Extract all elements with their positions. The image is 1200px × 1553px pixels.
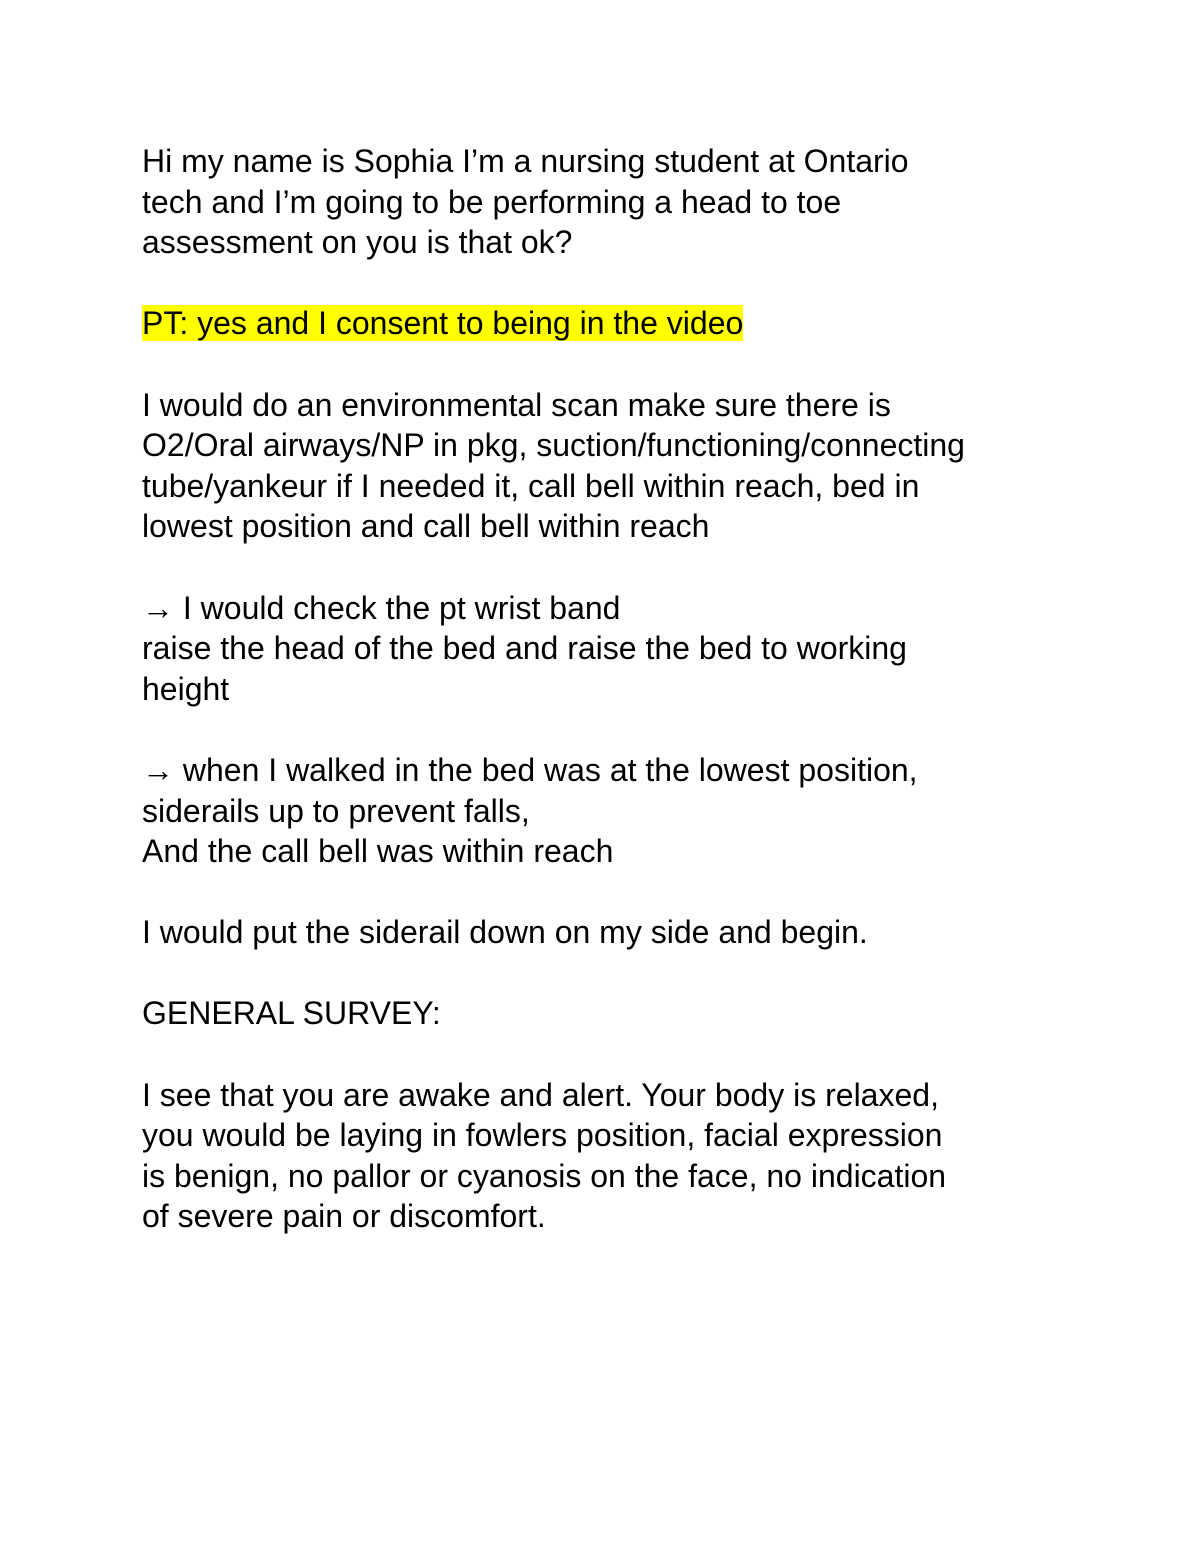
patient-response-highlight: PT: yes and I consent to being in the video bbox=[142, 305, 744, 342]
document-body bbox=[142, 141, 1072, 1278]
begin-line: I would put the siderail down on my side and begin. bbox=[142, 914, 868, 951]
intro-line: tech and I’m going to be performing a head to toe bbox=[142, 183, 842, 220]
general-survey-line: you would be laying in fowlers position, facial expression bbox=[142, 1117, 943, 1154]
general-survey-line: is benign, no pallor or cyanosis on the face, no indication bbox=[142, 1157, 947, 1194]
intro-paragraph bbox=[142, 141, 1072, 263]
environment-scan-line: O2/Oral airways/NP in pkg, suction/functioning/connecting bbox=[142, 427, 965, 464]
wrist-band-line: raise the head of the bed and raise the bed to working bbox=[142, 630, 907, 667]
room-entry-line: siderails up to prevent falls, bbox=[142, 792, 530, 829]
intro-line: Hi my name is Sophia I’m a nursing student at Ontario bbox=[142, 143, 909, 179]
environment-scan-line: I would do an environmental scan make sure there is bbox=[142, 386, 891, 423]
general-survey-line: of severe pain or discomfort. bbox=[142, 1198, 546, 1235]
general-survey-heading bbox=[142, 993, 1072, 1034]
begin-paragraph bbox=[142, 912, 1072, 953]
patient-response-paragraph bbox=[142, 303, 1072, 344]
room-entry-paragraph bbox=[142, 750, 1072, 872]
wrist-band-line: → I would check the pt wrist band bbox=[142, 589, 621, 626]
general-survey-line: I see that you are awake and alert. Your body is relaxed, bbox=[142, 1076, 939, 1113]
intro-line: assessment on you is that ok? bbox=[142, 224, 573, 261]
room-entry-line: → when I walked in the bed was at the lowest position, bbox=[142, 751, 918, 788]
environment-scan-line: tube/yankeur if I needed it, call bell within reach, bed in bbox=[142, 467, 920, 504]
section-heading: GENERAL SURVEY: bbox=[142, 995, 441, 1032]
wrist-band-line: height bbox=[142, 670, 230, 707]
environment-scan-paragraph bbox=[142, 385, 1072, 547]
room-entry-line: And the call bell was within reach bbox=[142, 833, 614, 870]
general-survey-paragraph bbox=[142, 1075, 1072, 1237]
wrist-band-paragraph bbox=[142, 588, 1072, 710]
environment-scan-line: lowest position and call bell within reach bbox=[142, 508, 710, 545]
